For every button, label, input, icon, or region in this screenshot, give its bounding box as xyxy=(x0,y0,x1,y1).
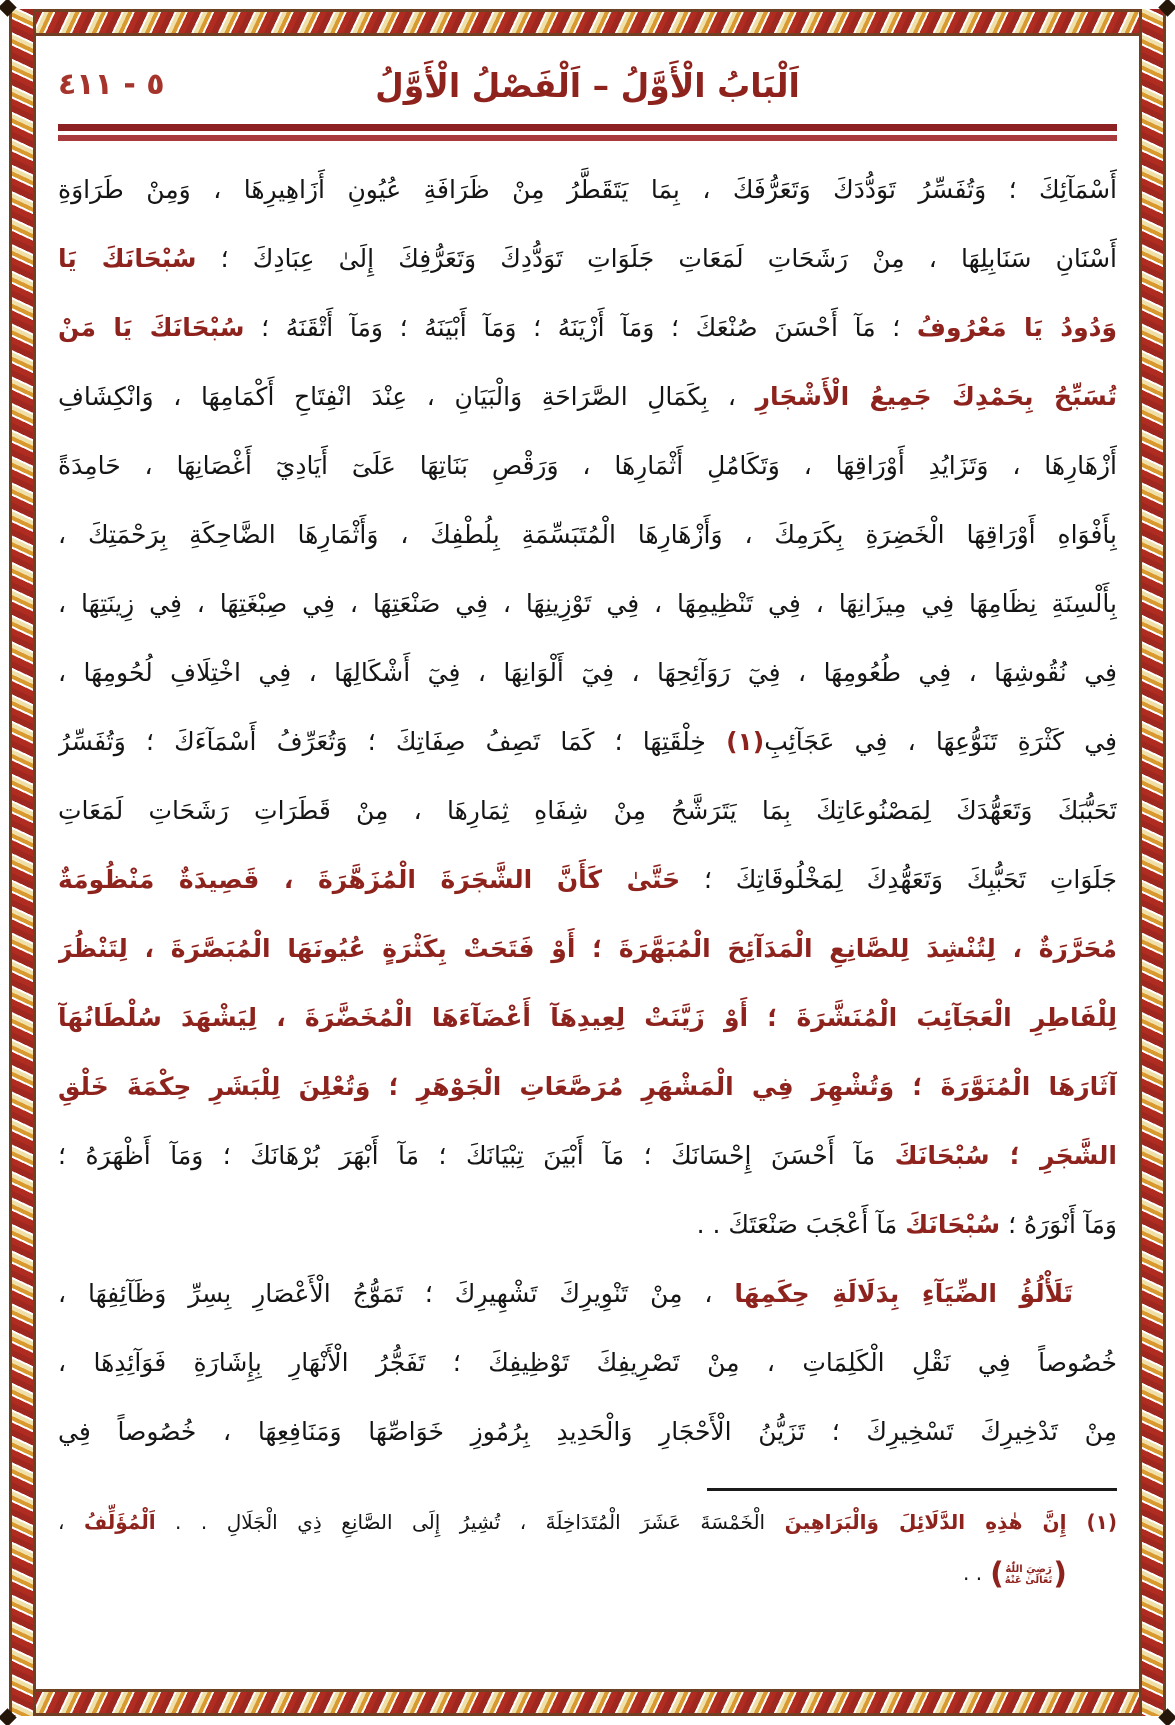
text-line xyxy=(58,1497,1117,1547)
text-segment: اَلْمُؤَلِّفُ xyxy=(83,1510,156,1535)
text-segment: آثَارَهَا الْمُنَوَّرَةَ ؛ وَتُشْهِرَ فِي الْمَشْهَرِ مُرَصَّعَاتِ الْجَوْهَرِ ؛ وَتُعْلِنَ لِلْبَشَرِ حِكْمَةَ خَلْقِ xyxy=(58,1072,1117,1102)
text-segment: فِي نُقُوشِهَا ، فِي طُعُومِهَا ، فِيٓ رَوَآئِحِهَا ، فِيٓ أَلْوَانِهَا ، فِيٓ أَشْكَالِهَا ، فِي اخْتِلَافِ لُحُومِهَا ، xyxy=(58,658,1117,688)
text-segment: تُسَبِّحُ بِحَمْدِكَ جَمِيعُ الْأَشْجَارِ xyxy=(755,382,1117,412)
text-segment: سُبْحَانَكَ يَا مَنْ xyxy=(58,313,245,343)
text-segment: أَزْهَارِهَا ، وَتَزَايُدِ أَوْرَاقِهَا ، وَتَكَامُلِ أَثْمَارِهَا ، وَرَقْصِ بَنَاتِهَا عَلَىٓ أَيَادِيٓ أَغْصَانِهَا ، حَامِدَةً xyxy=(58,451,1117,481)
text-line xyxy=(58,362,1117,431)
text-segment: أَسْنَانِ سَنَابِلِهَا ، مِنْ رَشَحَاتِ لَمَعَاتِ جَلَوَاتِ تَوَدُّدِكَ وَتَعَرُّفِكَ إِلَىٰ عِبَادِكَ ؛ xyxy=(196,244,1117,274)
text-segment: أَسْمَآئِكَ ؛ وَتُفَسِّرُ تَوَدُّدَكَ وَتَعَرُّفَكَ ، بِمَا يَتَقَطَّرُ مِنْ ظَرَافَةِ عُيُونِ أَزَاهِيرِهَا ، وَمِنْ طَرَاوَةِ xyxy=(58,175,1117,205)
page-header xyxy=(58,40,1117,141)
text-line xyxy=(58,155,1117,224)
text-line xyxy=(58,1397,1117,1466)
text-segment: (١) إِنَّ هٰذِهِ الدَّلَائِلَ وَالْبَرَاهِينَ xyxy=(784,1510,1117,1535)
text-segment: سُبْحَانَكَ xyxy=(905,1210,1001,1240)
text-segment: سُبْحَانَكَ يَا xyxy=(58,244,197,274)
text-line xyxy=(58,500,1117,569)
text-segment: ، xyxy=(58,1510,84,1535)
text-segment: (١) xyxy=(726,727,765,757)
text-segment: الْخَمْسَةَ عَشَرَ الْمُتَدَاخِلَةَ ، تُشِيرُ إِلَى الصَّانِعِ ذِي الْجَلَالِ . . xyxy=(155,1510,785,1535)
seal-line-2: تَعَالَىٰ عَنْهُ xyxy=(1004,1574,1053,1586)
text-segment: الشَّجَرِ ؛ سُبْحَانَكَ xyxy=(894,1141,1117,1171)
seal-line-1: رَضِيَ اللّٰهُ xyxy=(1005,1563,1052,1575)
frame-border-left xyxy=(9,9,36,1716)
header-rule xyxy=(58,124,1117,141)
text-segment: خِلْقَتِهَا ؛ كَمَا تَصِفُ صِفَاتِكَ ؛ وَتُعَرِّفُ أَسْمَآءَكَ ؛ وَتُفَسِّرُ xyxy=(58,727,727,757)
text-segment: ، مِنْ تَنْوِيرِكَ تَشْهِيرِكَ ؛ تَمَوُّجُ الْأَعْصَارِ بِسِرِّ وَظَآئِفِهَا ، xyxy=(58,1279,735,1309)
chapter-title: اَلْبَابُ الْأَوَّلُ – اَلْفَصْلُ الْأَوَّلُ xyxy=(375,66,800,105)
text-segment: تَحَبُّبَكَ وَتَعَهُّدَكَ لِمَصْنُوعَاتِكَ بِمَا يَتَرَشَّحُ مِنْ شِفَاهِ ثِمَارِهَا ، مِنْ قَطَرَاتِ رَشَحَاتِ لَمَعَاتِ xyxy=(58,796,1117,826)
seal-open-paren: ( xyxy=(1053,1556,1067,1592)
text-segment: بِأَلْسِنَةِ نِظَامِهَا فِي مِيزَانِهَا ، فِي تَنْظِيمِهَا ، فِي تَوْزِينِهَا ، فِي صَنْعَتِهَا ، فِي صِبْغَتِهَا ، فِي زِينَتِهَا ، xyxy=(58,589,1117,619)
text-line xyxy=(58,638,1117,707)
body-text xyxy=(58,155,1117,1466)
page-content xyxy=(58,40,1117,1685)
footnote-continuation xyxy=(58,1547,1117,1599)
text-segment: مُحَرَّرَةٌ ، لِتُنْشِدَ لِلصَّانِعِ الْمَدَآئِحَ الْمُبَهَّرَةَ ؛ أَوْ فَتَحَتْ بِكَثْرَةٍ عُيُونَهَا الْمُبَصَّرَةَ ، لِتَنْظُرَ xyxy=(58,934,1117,964)
footnote-ellipsis: . . xyxy=(962,1561,983,1586)
text-segment: حَتَّىٰ كَأَنَّ الشَّجَرَةَ الْمُزَهَّرَةَ ، قَصِيدَةٌ مَنْظُومَةٌ xyxy=(58,865,681,895)
text-line xyxy=(58,845,1117,914)
frame-border-bottom xyxy=(9,1689,1166,1716)
text-segment: ، بِكَمَالِ الصَّرَاحَةِ وَالْبَيَانِ ، عِنْدَ انْفِتَاحِ أَكْمَامِهَا ، وَانْكِشَافِ xyxy=(58,382,756,412)
text-line xyxy=(58,707,1117,776)
text-line xyxy=(58,1121,1117,1190)
text-segment: فِي كَثْرَةِ تَنَوُّعِهَا ، فِي عَجَآئِبِ xyxy=(764,727,1117,757)
footnote-separator xyxy=(707,1488,1117,1491)
text-segment: مَآ أَعْجَبَ صَنْعَتَكَ . . xyxy=(696,1210,906,1240)
frame-border-right xyxy=(1139,9,1166,1716)
text-line xyxy=(58,431,1117,500)
author-blessing-seal xyxy=(1005,1564,1053,1586)
text-segment: جَلَوَاتِ تَحَبُّبِكَ وَتَعَهُّدِكَ لِمَخْلُوقَاتِكَ ؛ xyxy=(680,865,1117,895)
text-line xyxy=(58,224,1117,293)
text-segment: تَلَأْلُؤُ الضِّيَآءِ بِدَلَالَةِ حِكَمِهَا xyxy=(734,1279,1073,1309)
text-line xyxy=(58,983,1117,1052)
text-segment: مِنْ تَدْخِيرِكَ تَسْخِيرِكَ ؛ تَزَيُّنُ الْأَحْجَارِ وَالْحَدِيدِ بِرُمُوزِ خَوَاصِّهَا وَمَنَافِعِهَا ، خُصُوصاً فِي xyxy=(58,1417,1117,1447)
text-line xyxy=(58,776,1117,845)
text-line xyxy=(58,914,1117,983)
text-segment: وَمَآ أَنْوَرَهُ ؛ xyxy=(1000,1210,1117,1240)
footnote xyxy=(58,1497,1117,1599)
frame-border-top xyxy=(9,9,1166,36)
text-segment: خُصُوصاً فِي نَقْلِ الْكَلِمَاتِ ، مِنْ تَصْرِيفِكَ تَوْظِيفِكَ ؛ تَفَجُّرُ الْأَنْهَارِ بِإِشَارَةِ فَوَآئِدِهَا ، xyxy=(58,1348,1117,1378)
text-segment: ؛ مَآ أَحْسَنَ صُنْعَكَ ؛ وَمَآ أَزْيَنَهُ ؛ وَمَآ أَبْيَنَهُ ؛ وَمَآ أَتْقَنَهُ ؛ xyxy=(244,313,917,343)
text-segment: وَدُودُ يَا مَعْرُوفُ xyxy=(916,313,1117,343)
text-line xyxy=(58,1052,1117,1121)
text-segment: لِلْفَاطِرِ الْعَجَآئِبَ الْمُنَشَّرَةَ ؛ أَوْ زَيَّنَتْ لِعِيدِهَآ أَعْضَآءَهَا الْمُخَضَّرَةَ ، لِيَشْهَدَ سُلْطَانُهَآ xyxy=(58,1003,1117,1033)
seal-close-paren: ) xyxy=(990,1556,1004,1592)
text-line xyxy=(58,1259,1117,1328)
text-line xyxy=(58,1328,1117,1397)
text-line xyxy=(58,293,1117,362)
text-line xyxy=(58,569,1117,638)
footnote-text xyxy=(58,1497,1117,1547)
page-number: ٥ - ٤١١ xyxy=(58,67,165,102)
text-segment: مَآ أَحْسَنَ إِحْسَانَكَ ؛ مَآ أَبْيَنَ تِبْيَانَكَ ؛ مَآ أَبْهَرَ بُرْهَانَكَ ؛ وَمَآ أَظْهَرَهُ ؛ xyxy=(58,1141,895,1171)
text-segment: بِأَفْوَاهِ أَوْرَاقِهَا الْخَضِرَةِ بِكَرَمِكَ ، وَأَزْهَارِهَا الْمُتَبَسِّمَةِ بِلُطْفِكَ ، وَأَثْمَارِهَا الضَّاحِكَةِ بِرَحْمَتِكَ ، xyxy=(58,520,1117,550)
text-line xyxy=(58,1190,1117,1259)
